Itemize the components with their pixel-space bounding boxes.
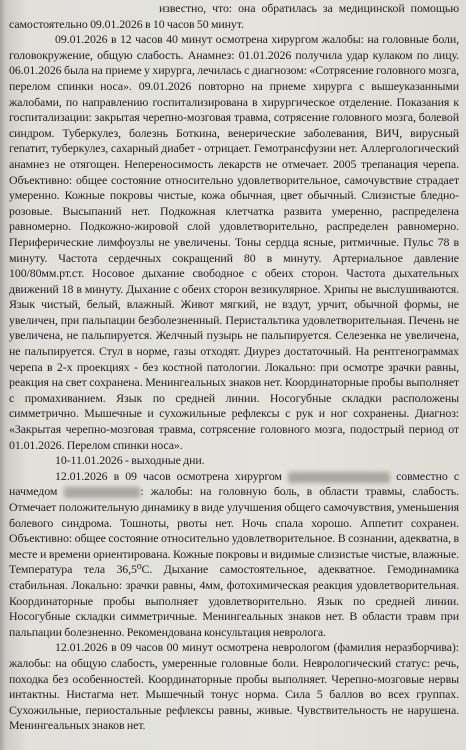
paragraph-neurologist-exam: 12.01.2026 в 09 часов 00 минут осмотрена неврологом (фамилия неразборчива): жалобы: на общую слабость, умеренные головные боли. Неврологический статус: речь, походка без особенностей. Координаторные пробы выполняет. Черепно-мозговые нервы интактны. Нистагма нет. Мышечный тонус норма. Сила 5 баллов во всех группах. Сухожильные, периостальные рефлексы равны, живые. Чувствительность не нарушена. Менингеальных знаков нет. (9, 640, 459, 733)
redacted-chief-name (64, 487, 140, 498)
exam-1201-body: : жалобы: на головную боль, в области травмы, слабость. Отмечает положительную динамику в виде улучшения общего самочувствия, уменьшения болевого синдрома. Тошноты, рвоты нет. Ночь спала хорошо. Аппетит сохранен. Объективно: общее состояние относительно удовлетворительное. В сознании, адекватна, в месте и времени ориентирована. Кожные покровы и видимые слизистые чистые, влажные. Температура тела 36,5⁰С. Дыхание самостоятельное, адекватное. Гемодинамика стабильная. Локально: зрачки равны, 4мм, фотохимическая реакция удовлетворительная. Координаторные пробы выполняет удовлетворительно. Язык по средней линии. Носогубные складки симметричные. Менингеальных знаков нет. В области травм при пальпации болезненно. Рекомендована консультация невролога. (9, 484, 459, 639)
page-edge-shadow (0, 0, 6, 750)
exam-1201-joint: совместно с начмедом (9, 468, 459, 499)
redacted-surgeon-name (288, 472, 390, 483)
paragraph-surgeon-exam-1201 (9, 469, 459, 641)
exam-1201-intro: 12.01.2026 в 09 часов осмотрена хирургом (55, 468, 282, 483)
paragraph-weekend: 10-11.01.2026 - выходные дни. (55, 453, 205, 468)
paragraph-surgeon-exam-0901: 09.01.2026 в 12 часов 40 минут осмотрена хирургом жалобы: на головные боли, головокружение, общую слабость. Анамнез: 01.01.2026 получила удар кулаком по лицу. 06.01.2026 была на приеме у хирурга, лечилась с диагнозом: «Сотрясение головного мозга, перелом спинки носа». 09.01.2026 повторно на приеме хирурга с вышеуказанными жалобами, по направлению госпитализирована в хирургическое отделение. Показания к госпитализации: закрытая черепно-мозговая травма, сотрясение головного мозга, болевой синдром. Туберкулез, болезнь Боткина, венерические заболевания, ВИЧ, вирусный гепатит, туберкулез, сахарный диабет - отрицает. Гемотрансфузии нет. Аллергологический анамнез не отягощен. Непереносимость лекарств не отмечает. 2005 трепанация черепа. Объективно: общее состояние относительно удовлетворительное, самочувствие страдает умеренно. Кожные покровы чистые, кожа обычная, цвет обычный. Слизистые бледно-розовые. Высыпаний нет. Подкожная клетчатка развита умеренно, распределена равномерно. Подкожно-жировой слой удовлетворительно, распределен равномерно. Периферические лимфоузлы не увеличены. Тоны сердца ясные, ритмичные. Пульс 78 в минуту. Частота сердечных сокращений 80 в минуту. Артериальное давление 100/80мм.рт.ст. Носовое дыхание свободное с обеих сторон. Частота дыхательных движений 18 в минуту. Дыхание с обеих сторон везикулярное. Хрипы не выслушиваются. Язык чистый, белый, влажный. Живот мягкий, не вздут, урчит, обычной формы, не увеличен, при пальпации безболезненный. Перистальтика удовлетворительная. Печень не увеличена, не пальпируется. Желчный пузырь не пальпируется. Селезенка не увеличена, не пальпируется. Стул в норме, газы отходят. Диурез достаточный. На рентгенограммах черепа в 2-х проекциях - без костной патологии. Локально: при осмотре зрачки равны, реакция на свет сохранена. Менингеальных знаков нет. Координаторные пробы выполняет с промахиванием. Язык по средней линии. Носогубные складки расположены симметрично. Мышечные и сухожильные рефлексы с рук и ног сохранены. Диагноз: «Закрытая черепно-мозговая травма, сотрясение головного мозга, подострый период от 01.01.2026. Перелом спинки носа». (9, 32, 459, 452)
paragraph-admission: известно, что: она обратилась за медицинской помощью самостоятельно 09.01.2026 в 10 часов 50 минут. (9, 1, 459, 31)
